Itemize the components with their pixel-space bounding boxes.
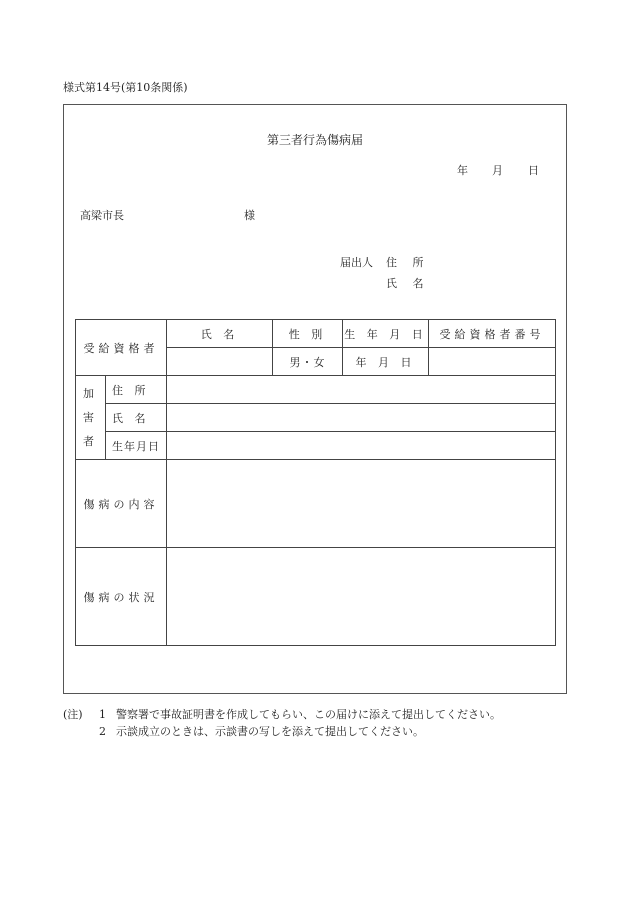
header-birthdate: 生 年 月 日 <box>343 320 429 348</box>
perp-name-field[interactable] <box>167 404 556 432</box>
injury-content-label: 傷病の内容 <box>76 460 167 548</box>
form-title: 第三者行為傷病届 <box>266 133 363 147</box>
header-sex: 性 別 <box>273 320 343 348</box>
perpetrator-char-1: 加 <box>83 386 98 400</box>
date-month: 月 <box>492 164 503 177</box>
perp-address-label: 住 所 <box>106 376 167 404</box>
date-day: 日 <box>528 164 539 177</box>
addressee-name: 高梁市長 <box>80 209 124 222</box>
injury-status-field[interactable] <box>167 548 556 646</box>
note-1-number: 1 <box>99 708 106 721</box>
insured-name-field[interactable] <box>167 348 273 376</box>
insured-birthdate-field[interactable]: 年 月 日 <box>343 348 429 376</box>
form-reference: 様式第14号(第10条関係) <box>63 81 188 94</box>
note-2-number: 2 <box>99 725 106 738</box>
perp-address-field[interactable] <box>167 376 556 404</box>
applicant-label: 届出人 <box>340 256 373 269</box>
perpetrator-char-3: 者 <box>83 434 98 448</box>
perp-birthdate-field[interactable] <box>167 432 556 460</box>
header-name: 氏 名 <box>167 320 273 348</box>
injury-status-label: 傷病の状況 <box>76 548 167 646</box>
insured-label: 受給資格者 <box>76 320 167 376</box>
header-number: 受給資格者番号 <box>429 320 556 348</box>
note-2-text: 示談成立のときは、示談書の写しを添えて提出してください。 <box>116 725 424 738</box>
date-year: 年 <box>457 164 468 177</box>
applicant-name-label: 氏 名 <box>386 277 430 290</box>
perp-name-label: 氏 名 <box>106 404 167 432</box>
claim-table <box>75 319 556 646</box>
notes-prefix: (注) <box>63 708 83 721</box>
note-1-text: 警察署で事故証明書を作成してもらい、この届けに添えて提出してください。 <box>116 708 501 721</box>
insured-number-field[interactable] <box>429 348 556 376</box>
perp-birthdate-label: 生年月日 <box>106 432 167 460</box>
addressee-honorific: 様 <box>244 209 255 222</box>
insured-sex-field[interactable]: 男・女 <box>273 348 343 376</box>
applicant-address-label: 住 所 <box>386 256 430 269</box>
injury-content-field[interactable] <box>167 460 556 548</box>
perpetrator-label <box>76 376 106 460</box>
perpetrator-char-2: 害 <box>83 410 98 424</box>
